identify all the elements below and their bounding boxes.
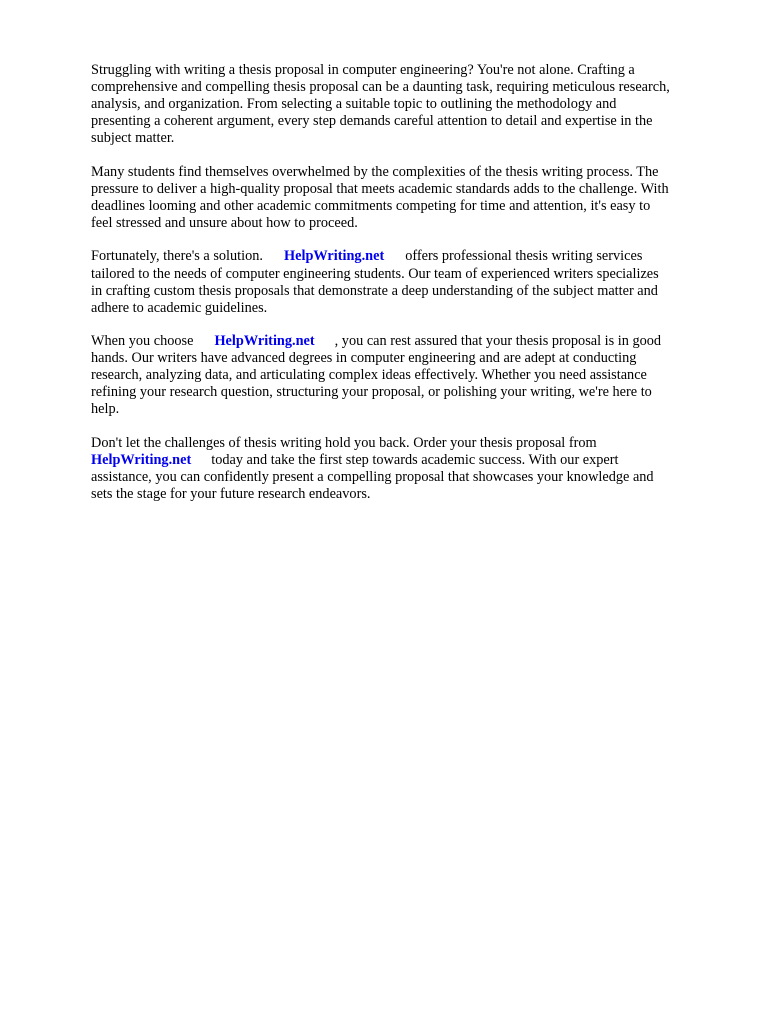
text-line: analysis, and organization. From selecting a suitable topic to outlining the methodology and <box>91 96 617 113</box>
text-line: in crafting custom thesis proposals that demonstrate a deep understanding of the subject matter and <box>91 282 658 299</box>
helpwriting-link[interactable]: HelpWriting.net <box>214 333 315 350</box>
text-line: help. <box>91 401 120 418</box>
text-line: subject matter. <box>91 130 175 147</box>
text-line: sets the stage for your future research endeavors. <box>91 486 371 503</box>
text-line: presenting a coherent argument, every step demands careful attention to detail and expertise in the <box>91 113 653 130</box>
paragraph-order <box>91 435 723 503</box>
helpwriting-link[interactable]: HelpWriting.net <box>284 248 385 265</box>
text-line: research, analyzing data, and articulating complex ideas effectively. Whether you need assistance <box>91 367 647 384</box>
paragraph-challenges <box>91 164 723 232</box>
text-line: pressure to deliver a high-quality proposal that meets academic standards adds to the challenge. With <box>91 180 669 197</box>
paragraph-solution <box>91 248 723 316</box>
text-line: hands. Our writers have advanced degrees in computer engineering and are adept at conducting <box>91 350 637 367</box>
text-line <box>91 333 723 350</box>
line-text-after-link: offers professional thesis writing services <box>405 248 643 265</box>
text-line: Many students find themselves overwhelmed by the complexities of the thesis writing process. The <box>91 163 659 180</box>
text-line: adhere to academic guidelines. <box>91 299 268 316</box>
text-line: feel stressed and unsure about how to proceed. <box>91 215 358 232</box>
text-line: Don't let the challenges of thesis writing hold you back. Order your thesis proposal from <box>91 434 597 451</box>
text-line <box>91 452 723 469</box>
text-line: deadlines looming and other academic commitments competing for time and attention, it's easy to <box>91 197 651 214</box>
document-body <box>91 62 723 520</box>
paragraph-intro <box>91 62 723 147</box>
text-line: Struggling with writing a thesis proposal in computer engineering? You're not alone. Crafting a <box>91 62 635 78</box>
text-line <box>91 248 723 265</box>
paragraph-choose <box>91 333 723 418</box>
text-line: comprehensive and compelling thesis proposal can be a daunting task, requiring meticulous research, <box>91 79 670 96</box>
line-text-before-link: Fortunately, there's a solution. <box>91 248 263 265</box>
line-text-after-link: , you can rest assured that your thesis proposal is in good <box>334 333 662 350</box>
helpwriting-link[interactable]: HelpWriting.net <box>91 451 192 468</box>
text-line: tailored to the needs of computer engineering students. Our team of experienced writers specializes <box>91 265 659 282</box>
line-text-after-link: today and take the first step towards academic success. With our expert <box>211 451 619 468</box>
text-line: assistance, you can confidently present a compelling proposal that showcases your knowledge and <box>91 469 654 486</box>
text-line: refining your research question, structuring your proposal, or polishing your writing, we're here to <box>91 384 652 401</box>
line-text-before-link: When you choose <box>91 333 194 350</box>
